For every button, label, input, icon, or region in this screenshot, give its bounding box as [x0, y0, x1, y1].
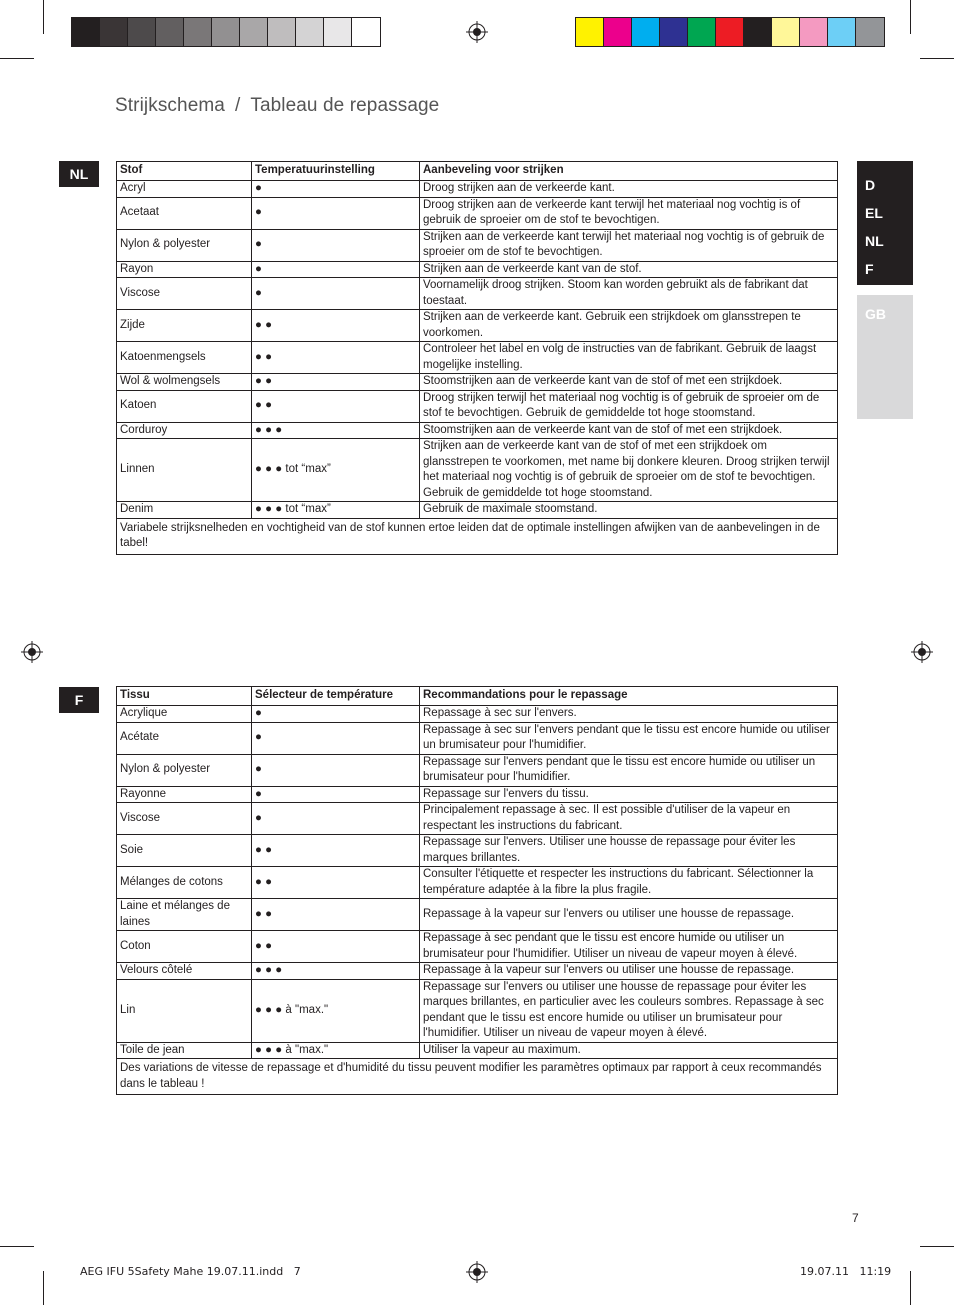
table-row — [117, 722, 838, 754]
crop-mark — [43, 1271, 44, 1305]
table-row — [117, 422, 838, 439]
grayscale-color-bar — [71, 17, 381, 47]
color-swatch — [212, 18, 240, 46]
color-swatch — [716, 18, 744, 46]
column-header-fabric: Stof — [117, 162, 252, 181]
language-tab-gb[interactable]: GB — [865, 306, 886, 322]
temperature-cell: ● — [252, 261, 420, 278]
fabric-cell: Nylon & polyester — [117, 754, 252, 786]
column-header-recommendation: Aanbeveling voor strijken — [420, 162, 838, 181]
recommendation-cell: Repassage sur l'envers pendant que le tissu est encore humide ou utiliser un brumisateur pour l'humidifier. — [420, 754, 838, 786]
language-side-tabs — [857, 161, 913, 419]
fabric-cell: Zijde — [117, 310, 252, 342]
recommendation-cell: Repassage sur l'envers du tissu. — [420, 786, 838, 803]
ironing-table-nl — [116, 161, 838, 555]
fabric-cell: Acrylique — [117, 706, 252, 723]
table-row — [117, 229, 838, 261]
language-tab-f[interactable]: F — [865, 261, 874, 277]
table-row — [117, 310, 838, 342]
recommendation-cell: Repassage sur l'envers. Utiliser une housse de repassage pour éviter les marques brillantes. — [420, 835, 838, 867]
fabric-cell: Rayonne — [117, 786, 252, 803]
registration-mark-icon — [911, 641, 933, 663]
temperature-cell: ● — [252, 229, 420, 261]
table-row — [117, 502, 838, 519]
color-swatch — [604, 18, 632, 46]
fabric-cell: Nylon & polyester — [117, 229, 252, 261]
column-header-recommendation: Recommandations pour le repassage — [420, 687, 838, 706]
temperature-cell: ● — [252, 722, 420, 754]
recommendation-cell: Voornamelijk droog strijken. Stoom kan worden gebruikt als de fabrikant dat toestaat. — [420, 278, 838, 310]
language-tab-nl[interactable]: NL — [865, 233, 884, 249]
table-row — [117, 963, 838, 980]
temperature-cell: ● ● — [252, 374, 420, 391]
registration-mark-icon — [466, 21, 488, 43]
crop-mark — [910, 0, 911, 34]
recommendation-cell: Strijken aan de verkeerde kant. Gebruik een strijkdoek om glansstrepen te voorkomen. — [420, 310, 838, 342]
recommendation-cell: Controleer het label en volg de instructies van de fabrikant. Gebruik de laagst mogelijke instelling. — [420, 342, 838, 374]
table-row — [117, 899, 838, 931]
color-swatch — [800, 18, 828, 46]
temperature-cell: ● ● ● — [252, 422, 420, 439]
temperature-cell: ● ● — [252, 867, 420, 899]
color-swatch — [324, 18, 352, 46]
recommendation-cell: Repassage à la vapeur sur l'envers ou utiliser une housse de repassage. — [420, 899, 838, 931]
page-title — [115, 95, 439, 117]
fabric-cell: Linnen — [117, 439, 252, 502]
temperature-cell: ● — [252, 197, 420, 229]
color-swatch — [100, 18, 128, 46]
table-note-row — [117, 1059, 838, 1095]
page-number: 7 — [852, 1211, 859, 1225]
fabric-cell: Viscose — [117, 803, 252, 835]
fabric-cell: Velours côtelé — [117, 963, 252, 980]
color-swatch — [240, 18, 268, 46]
color-swatch — [184, 18, 212, 46]
recommendation-cell: Stoomstrijken aan de verkeerde kant van de stof of met een strijkdoek. — [420, 374, 838, 391]
crop-mark — [0, 58, 34, 59]
recommendation-cell: Utiliser la vapeur au maximum. — [420, 1042, 838, 1059]
footer-file-info: AEG IFU 5Safety Mahe 19.07.11.indd 7 — [80, 1265, 301, 1278]
color-swatch — [744, 18, 772, 46]
table-row — [117, 803, 838, 835]
language-tab-d[interactable]: D — [865, 177, 876, 193]
crop-mark — [43, 0, 44, 34]
temperature-cell: ● ● ● tot “max” — [252, 439, 420, 502]
table-row — [117, 931, 838, 963]
section-tag-nl: NL — [59, 161, 99, 187]
temperature-cell: ● — [252, 706, 420, 723]
recommendation-cell: Droog strijken aan de verkeerde kant terwijl het materiaal nog vochtig is of gebruik de sproeier om de stof te bevochtigen. — [420, 197, 838, 229]
title-separator: / — [234, 95, 241, 116]
color-swatch — [660, 18, 688, 46]
fabric-cell: Rayon — [117, 261, 252, 278]
recommendation-cell: Droog strijken terwijl het materiaal nog vochtig is of gebruik de sproeier om de stof te bevochtigen. Gebruik de gemiddelde tot hoge stoomstand. — [420, 390, 838, 422]
table-row — [117, 342, 838, 374]
recommendation-cell: Repassage sur l'envers ou utiliser une housse de repassage pour éviter les marques brillantes, en particulier avec les couleurs sombres. Repassage à sec pendant que le tissu est encore humide ou utiliser un brumisateur pour l'humidifier. Utiliser un niveau de vapeur moyen à élevé. — [420, 979, 838, 1042]
table-row — [117, 1042, 838, 1059]
fabric-cell: Lin — [117, 979, 252, 1042]
recommendation-cell: Consulter l'étiquette et respecter les instructions du fabricant. Sélectionner la température adaptée à la fibre la plus fragile. — [420, 867, 838, 899]
temperature-cell: ● ● — [252, 342, 420, 374]
color-swatch — [352, 18, 380, 46]
color-swatch — [268, 18, 296, 46]
color-swatch — [576, 18, 604, 46]
temperature-cell: ● ● — [252, 310, 420, 342]
table-row — [117, 754, 838, 786]
color-swatch — [632, 18, 660, 46]
temperature-cell: ● ● — [252, 899, 420, 931]
temperature-cell: ● — [252, 278, 420, 310]
color-swatch — [156, 18, 184, 46]
fabric-cell: Toile de jean — [117, 1042, 252, 1059]
column-header-fabric: Tissu — [117, 687, 252, 706]
crop-mark — [0, 1246, 34, 1247]
table-row — [117, 390, 838, 422]
color-swatch — [828, 18, 856, 46]
table-note: Des variations de vitesse de repassage et d'humidité du tissu peuvent modifier les paramètres optimaux par rapport à ceux recommandés dans le tableau ! — [117, 1059, 838, 1095]
temperature-cell: ● — [252, 786, 420, 803]
temperature-cell: ● — [252, 803, 420, 835]
temperature-cell: ● ● — [252, 390, 420, 422]
temperature-cell: ● ● — [252, 835, 420, 867]
color-swatch — [772, 18, 800, 46]
column-header-temperature: Temperatuurinstelling — [252, 162, 420, 181]
fabric-cell: Denim — [117, 502, 252, 519]
fabric-cell: Acryl — [117, 181, 252, 198]
ironing-table-fr — [116, 686, 838, 1095]
temperature-cell: ● ● ● à "max." — [252, 979, 420, 1042]
color-swatch — [72, 18, 100, 46]
color-swatch — [296, 18, 324, 46]
temperature-cell: ● ● — [252, 931, 420, 963]
title-nl: Strijkschema — [115, 95, 225, 116]
table-row — [117, 867, 838, 899]
recommendation-cell: Droog strijken aan de verkeerde kant. — [420, 181, 838, 198]
table-row — [117, 979, 838, 1042]
crop-mark — [920, 58, 954, 59]
table-row — [117, 835, 838, 867]
table-note-row — [117, 518, 838, 554]
color-swatch — [688, 18, 716, 46]
title-fr: Tableau de repassage — [250, 95, 440, 116]
table-row — [117, 261, 838, 278]
table-row — [117, 278, 838, 310]
fabric-cell: Viscose — [117, 278, 252, 310]
color-swatch — [128, 18, 156, 46]
temperature-cell: ● — [252, 181, 420, 198]
recommendation-cell: Strijken aan de verkeerde kant van de stof. — [420, 261, 838, 278]
table-row — [117, 197, 838, 229]
temperature-cell: ● ● ● tot “max” — [252, 502, 420, 519]
color-swatch — [856, 18, 884, 46]
fabric-cell: Mélanges de cotons — [117, 867, 252, 899]
fabric-cell: Laine et mélanges de laines — [117, 899, 252, 931]
recommendation-cell: Strijken aan de verkeerde kant terwijl het materiaal nog vochtig is of gebruik de sproeier om de stof te bevochtigen. — [420, 229, 838, 261]
table-header-row — [117, 687, 838, 706]
recommendation-cell: Strijken aan de verkeerde kant van de stof of met een strijkdoek om glansstrepen te voorkomen, met name bij donkere kleuren. Droog strijken terwijl het materiaal nog vochtig is of gebruik de sproeier om de stof te bevochtigen. Gebruik de gemiddelde tot hoge stoomstand. — [420, 439, 838, 502]
process-color-bar — [575, 17, 885, 47]
table-row — [117, 181, 838, 198]
recommendation-cell: Repassage à sec sur l'envers. — [420, 706, 838, 723]
section-tag-f: F — [59, 687, 99, 713]
table-row — [117, 706, 838, 723]
language-tabs-inactive — [857, 295, 913, 419]
fabric-cell: Acetaat — [117, 197, 252, 229]
crop-mark — [910, 1271, 911, 1305]
table-row — [117, 374, 838, 391]
language-tabs-active — [857, 161, 913, 285]
crop-mark — [920, 1246, 954, 1247]
fabric-cell: Wol & wolmengsels — [117, 374, 252, 391]
registration-mark-icon — [466, 1261, 488, 1283]
recommendation-cell: Repassage à la vapeur sur l'envers ou utiliser une housse de repassage. — [420, 963, 838, 980]
fabric-cell: Corduroy — [117, 422, 252, 439]
recommendation-cell: Repassage à sec sur l'envers pendant que le tissu est encore humide ou utiliser un brumisateur pour l'humidifier. — [420, 722, 838, 754]
fabric-cell: Soie — [117, 835, 252, 867]
temperature-cell: ● ● ● — [252, 963, 420, 980]
fabric-cell: Coton — [117, 931, 252, 963]
footer-date-time: 19.07.11 11:19 — [800, 1265, 892, 1278]
registration-mark-icon — [21, 641, 43, 663]
fabric-cell: Katoenmengsels — [117, 342, 252, 374]
recommendation-cell: Gebruik de maximale stoomstand. — [420, 502, 838, 519]
fabric-cell: Katoen — [117, 390, 252, 422]
fabric-cell: Acétate — [117, 722, 252, 754]
language-tab-el[interactable]: EL — [865, 205, 883, 221]
table-row — [117, 439, 838, 502]
temperature-cell: ● ● ● à "max." — [252, 1042, 420, 1059]
table-row — [117, 786, 838, 803]
temperature-cell: ● — [252, 754, 420, 786]
recommendation-cell: Principalement repassage à sec. Il est possible d'utiliser de la vapeur en respectant les instructions du fabricant. — [420, 803, 838, 835]
recommendation-cell: Stoomstrijken aan de verkeerde kant van de stof of met een strijkdoek. — [420, 422, 838, 439]
table-header-row — [117, 162, 838, 181]
recommendation-cell: Repassage à sec pendant que le tissu est encore humide ou utiliser un brumisateur pour l'humidifier. Utiliser un niveau de vapeur moyen à élevé. — [420, 931, 838, 963]
column-header-temperature: Sélecteur de température — [252, 687, 420, 706]
table-note: Variabele strijksnelheden en vochtigheid van de stof kunnen ertoe leiden dat de optimale instellingen afwijken van de aanbevelingen in de tabel! — [117, 518, 838, 554]
